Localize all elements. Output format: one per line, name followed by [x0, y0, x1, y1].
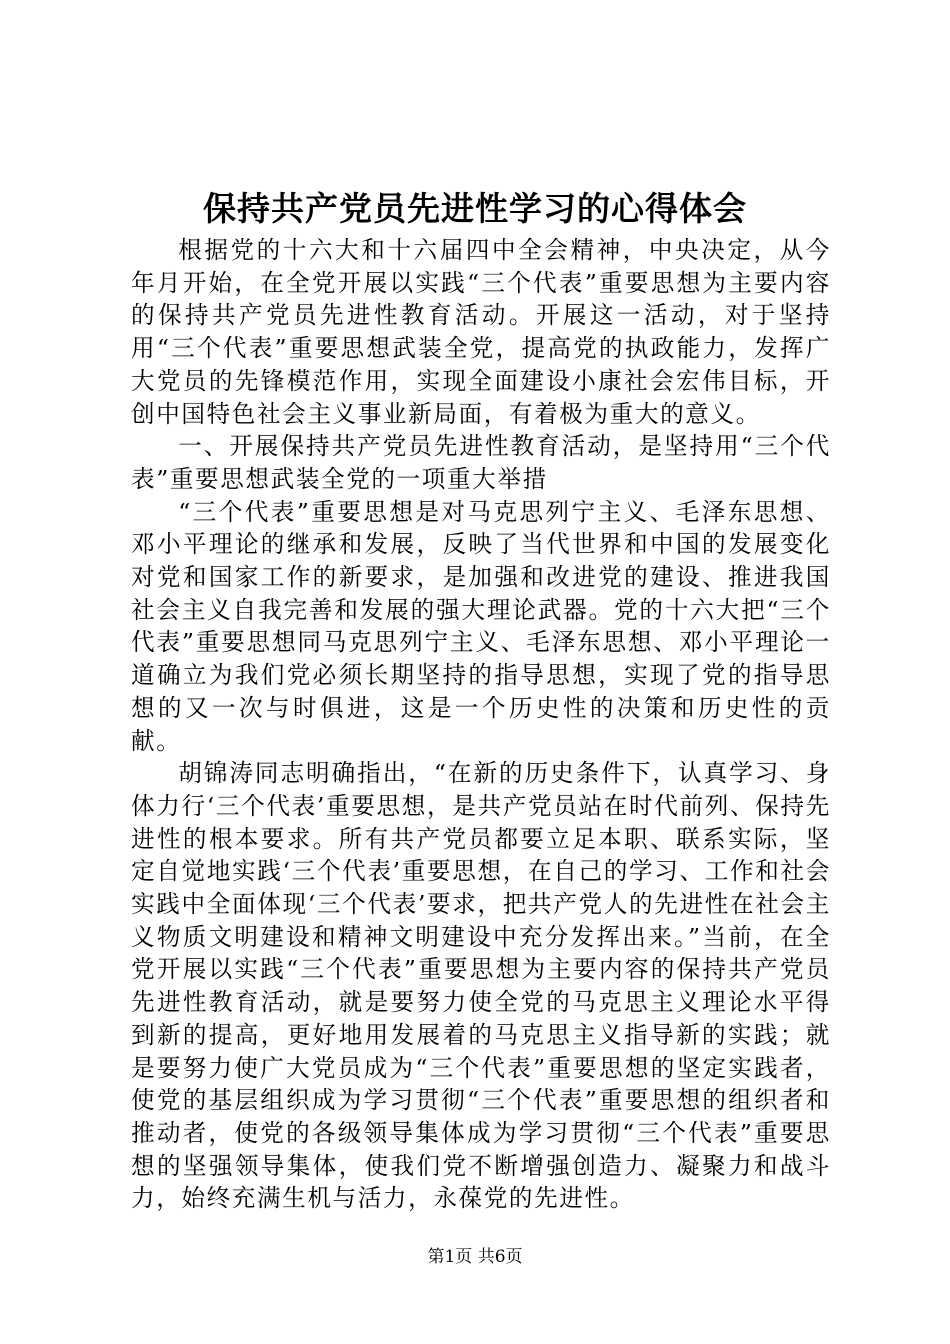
paragraph-quote: 胡锦涛同志明确指出，“在新的历史条件下，认真学习、身体力行‘三个代表’重要思想，是共产党员站在时代前列、保持先进性的根本要求。所有共产党员都要立足本职、联系实际，坚定自觉地实践‘三个代表’重要思想，在自己的学习、工作和社会实践中全面体现‘三个代表’要求，把共产党人的先进性在社会主义物质文明建设和精神文明建设中充分发挥出来。”当前，在全党开展以实践“三个代表”重要思想为主要内容的保持共产党员先进性教育活动，就是要努力使全党的马克思主义理论水平得到新的提高，更好地用发展着的马克思主义指导新的实践；就是要努力使广大党员成为“三个代表”重要思想的坚定实践者，使党的基层组织成为学习贯彻“三个代表”重要思想的组织者和推动者，使党的各级领导集体成为学习贯彻“三个代表”重要思想的坚强领导集体，使我们党不断增强创造力、凝聚力和战斗力，始终充满生机与活力，永葆党的先进性。 — [131, 759, 831, 1213]
paragraph-theory: “三个代表”重要思想是对马克思列宁主义、毛泽东思想、邓小平理论的继承和发展，反映了当代世界和中国的发展变化对党和国家工作的新要求，是加强和改进党的建设、推进我国社会主义自我完善和发展的强大理论武器。党的十六大把“三个代表”重要思想同马克思列宁主义、毛泽东思想、邓小平理论一道确立为我们党必须长期坚持的指导思想，实现了党的指导思想的又一次与时俱进，这是一个历史性的决策和历史性的贡献。 — [131, 497, 831, 755]
paragraph-section-heading: 一、开展保持共产党员先进性教育活动，是坚持用“三个代表”重要思想武装全党的一项重大举措 — [131, 432, 831, 493]
page-footer: 第1页 共6页 — [427, 1247, 523, 1267]
document-body — [131, 234, 831, 1215]
document-title: 保持共产党员先进性学习的心得体会 — [203, 189, 747, 228]
paragraph-intro: 根据党的十六大和十六届四中全会精神，中央决定，从今年月开始，在全党开展以实践“三个代表”重要思想为主要内容的保持共产党员先进性教育活动。开展这一活动，对于坚持用“三个代表”重要思想武装全党，提高党的执政能力，发挥广大党员的先锋模范作用，实现全面建设小康社会宏伟目标，开创中国特色社会主义事业新局面，有着极为重大的意义。 — [131, 236, 831, 428]
